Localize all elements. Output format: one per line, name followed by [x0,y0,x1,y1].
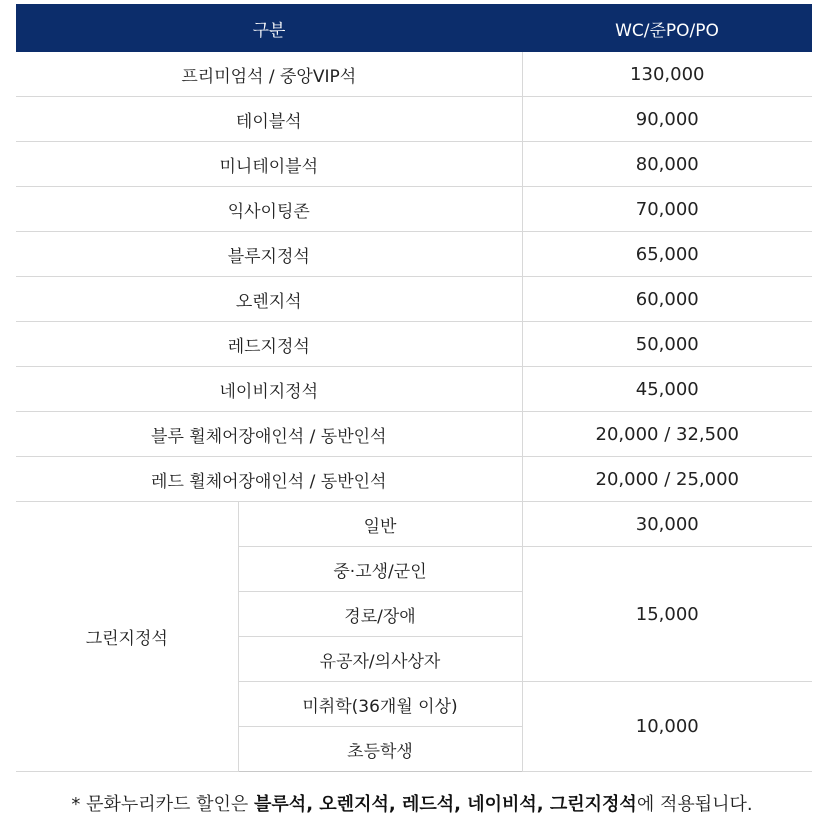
seat-name: 프리미엄석 / 중앙VIP석 [16,52,522,97]
seat-price: 130,000 [522,52,812,97]
seat-price: 90,000 [522,97,812,142]
seat-name: 익사이팅존 [16,187,522,232]
green-sub-label: 중·고생/군인 [238,547,522,592]
header-category: 구분 [16,4,522,52]
seat-name: 레드 휠체어장애인석 / 동반인석 [16,457,522,502]
green-general-label: 일반 [238,502,522,547]
table-row [16,187,812,232]
seat-name: 미니테이블석 [16,142,522,187]
green-general-price: 30,000 [522,502,812,547]
green-sub-label: 경로/장애 [238,592,522,637]
table-row [16,232,812,277]
table-row [16,502,812,547]
table-row [16,457,812,502]
green-child-price: 10,000 [522,682,812,772]
price-table [16,4,812,772]
footnote-prefix: * 문화누리카드 할인은 [71,794,255,815]
seat-price: 80,000 [522,142,812,187]
table-row [16,367,812,412]
table-row [16,322,812,367]
seat-price: 60,000 [522,277,812,322]
header-price: WC/준PO/PO [522,4,812,52]
table-row [16,277,812,322]
seat-name: 테이블석 [16,97,522,142]
header-row [16,4,812,52]
green-seat-label: 그린지정석 [16,502,238,772]
seat-price: 65,000 [522,232,812,277]
footnote-bold: 블루석, 오렌지석, 레드석, 네이비석, 그린지정석 [254,794,637,815]
table-row [16,97,812,142]
seat-price: 50,000 [522,322,812,367]
green-sub-label: 유공자/의사상자 [238,637,522,682]
table-row [16,142,812,187]
green-discount-price: 15,000 [522,547,812,682]
table-row [16,52,812,97]
seat-name: 네이비지정석 [16,367,522,412]
seat-name: 오렌지석 [16,277,522,322]
seat-name: 블루 휠체어장애인석 / 동반인석 [16,412,522,457]
green-sub-label: 미취학(36개월 이상) [238,682,522,727]
seat-name: 블루지정석 [16,232,522,277]
seat-price: 45,000 [522,367,812,412]
footnote-suffix: 에 적용됩니다. [636,794,753,815]
footnote [0,790,824,816]
seat-price: 20,000 / 25,000 [522,457,812,502]
green-sub-label: 초등학생 [238,727,522,772]
table-row [16,412,812,457]
seat-price: 20,000 / 32,500 [522,412,812,457]
seat-price: 70,000 [522,187,812,232]
seat-name: 레드지정석 [16,322,522,367]
